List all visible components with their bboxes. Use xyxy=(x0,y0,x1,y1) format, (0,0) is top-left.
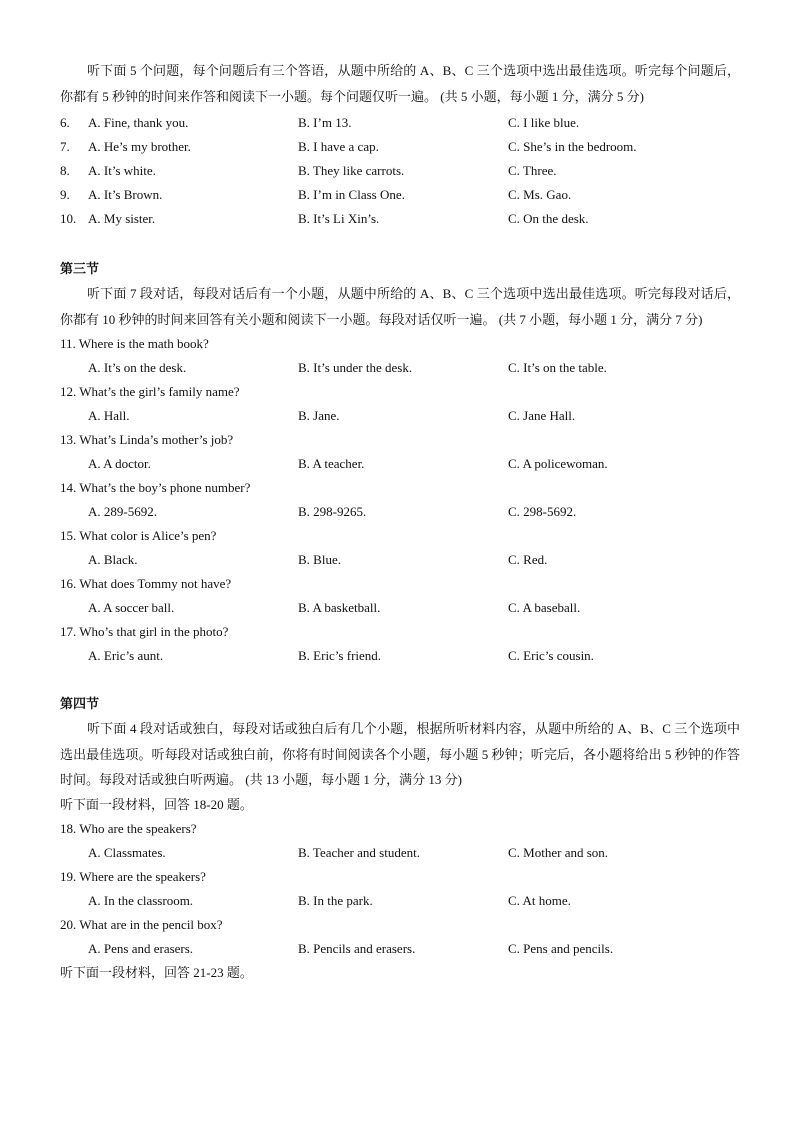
section4-questions xyxy=(60,817,740,961)
question-number: 8. xyxy=(60,163,70,178)
option-c: C. Ms. Gao. xyxy=(508,187,572,202)
option-b: B. In the park. xyxy=(298,892,373,908)
question-stem: 15. What color is Alice’s pen? xyxy=(60,528,217,543)
option-a: A. My sister. xyxy=(88,211,156,226)
option-a: A. Pens and erasers. xyxy=(88,940,194,956)
option-a: A. He’s my brother. xyxy=(88,139,191,154)
material-note: 听下面一段材料，回答 18-20 题。 xyxy=(60,796,253,812)
options-row xyxy=(60,404,740,428)
option-a: A. Black. xyxy=(88,552,138,567)
option-c: C. Pens and pencils. xyxy=(508,940,614,956)
question-11 xyxy=(60,332,740,380)
option-a: A. A doctor. xyxy=(88,456,151,471)
option-b: B. It’s under the desk. xyxy=(298,360,413,375)
question-17 xyxy=(60,620,740,668)
section3-title: 第三节 xyxy=(60,261,100,276)
option-b: B. I’m 13. xyxy=(298,115,352,130)
question-stem: 13. What’s Linda’s mother’s job? xyxy=(60,432,234,447)
option-a: A. Eric’s aunt. xyxy=(88,648,164,663)
option-c: C. Red. xyxy=(508,552,548,567)
question-13 xyxy=(60,428,740,476)
option-b: B. It’s Li Xin’s. xyxy=(298,211,380,226)
option-b: B. Eric’s friend. xyxy=(298,648,382,663)
option-a: A. 289-5692. xyxy=(88,504,157,519)
options-row xyxy=(60,548,740,572)
option-b: B. Blue. xyxy=(298,552,341,567)
section4-instructions: 听下面 4 段对话或独白，每段对话或独白后有几个小题，根据所听材料内容，从题中所给的 A、B、C 三个选项中选出最佳选项。听每段对话或独白前，你将有时间阅读各个小题，每小题 5 秒钟；听完后，各小题将给出 5 秒钟的作答时间。每段对话或独白听两遍。 (共 13 小题，每小题 1 分，满分 13 分) xyxy=(60,721,740,787)
question-19 xyxy=(60,865,740,913)
question-stem: 16. What does Tommy not have? xyxy=(60,576,232,591)
option-a: A. A soccer ball. xyxy=(88,600,175,615)
question-12 xyxy=(60,380,740,428)
option-a: A. Fine, thank you. xyxy=(88,115,189,130)
question-15 xyxy=(60,524,740,572)
option-c: C. A policewoman. xyxy=(508,456,608,471)
options-row xyxy=(60,452,740,476)
question-number: 7. xyxy=(60,139,70,154)
option-c: C. 298-5692. xyxy=(508,504,577,519)
section3-questions xyxy=(60,332,740,668)
question-8 xyxy=(60,159,740,183)
question-number: 6. xyxy=(60,115,70,130)
options-row xyxy=(60,937,740,961)
options-row xyxy=(60,841,740,865)
question-stem: 19. Where are the speakers? xyxy=(60,868,206,884)
option-c: C. Eric’s cousin. xyxy=(508,648,594,663)
options-row xyxy=(60,500,740,524)
option-a: A. In the classroom. xyxy=(88,892,194,908)
option-b: B. Teacher and student. xyxy=(298,844,420,860)
option-c: C. Three. xyxy=(508,163,557,178)
question-stem: 17. Who’s that girl in the photo? xyxy=(60,624,229,639)
options-row xyxy=(60,889,740,913)
options-row xyxy=(60,596,740,620)
section2-questions xyxy=(60,111,740,231)
option-a: A. Hall. xyxy=(88,408,130,423)
option-c: C. At home. xyxy=(508,892,571,908)
option-c: C. On the desk. xyxy=(508,211,589,226)
question-stem: 18. Who are the speakers? xyxy=(60,820,197,836)
option-c: C. Jane Hall. xyxy=(508,408,576,423)
exam-page xyxy=(60,58,740,985)
option-a: A. It’s Brown. xyxy=(88,187,163,202)
question-20 xyxy=(60,913,740,961)
option-c: C. Mother and son. xyxy=(508,844,609,860)
option-b: B. A teacher. xyxy=(298,456,365,471)
question-stem: 12. What’s the girl’s family name? xyxy=(60,384,240,399)
option-c: C. It’s on the table. xyxy=(508,360,607,375)
question-10 xyxy=(60,207,740,231)
question-number: 9. xyxy=(60,187,70,202)
option-b: B. I’m in Class One. xyxy=(298,187,405,202)
option-b: B. They like carrots. xyxy=(298,163,405,178)
section2-instructions: 听下面 5 个问题，每个问题后有三个答语，从题中所给的 A、B、C 三个选项中选出最佳选项。听完每个问题后，你都有 5 秒钟的时间来作答和阅读下一小题。每个问题仅听一遍。 (共 5 小题，每小题 1 分，满分 5 分) xyxy=(60,63,740,104)
question-14 xyxy=(60,476,740,524)
question-stem: 20. What are in the pencil box? xyxy=(60,916,223,932)
material-note: 听下面一段材料，回答 21-23 题。 xyxy=(60,964,253,980)
option-c: C. I like blue. xyxy=(508,115,580,130)
option-a: A. Classmates. xyxy=(88,844,166,860)
option-c: C. She’s in the bedroom. xyxy=(508,139,637,154)
question-16 xyxy=(60,572,740,620)
option-b: B. 298-9265. xyxy=(298,504,367,519)
section3-instructions: 听下面 7 段对话，每段对话后有一个小题，从题中所给的 A、B、C 三个选项中选出最佳选项。听完每段对话后，你都有 10 秒钟的时间来回答有关小题和阅读下一小题。每段对话仅听一遍。 (共 7 小题，每小题 1 分，满分 7 分) xyxy=(60,286,740,327)
question-stem: 14. What’s the boy’s phone number? xyxy=(60,480,251,495)
option-b: B. Jane. xyxy=(298,408,340,423)
question-7 xyxy=(60,135,740,159)
section4-title: 第四节 xyxy=(60,696,100,711)
option-a: A. It’s white. xyxy=(88,163,156,178)
question-stem: 11. Where is the math book? xyxy=(60,336,209,351)
question-6 xyxy=(60,111,740,135)
options-row xyxy=(60,644,740,668)
options-row xyxy=(60,356,740,380)
question-9 xyxy=(60,183,740,207)
option-a: A. It’s on the desk. xyxy=(88,360,187,375)
option-b: B. A basketball. xyxy=(298,600,381,615)
question-number: 10. xyxy=(60,211,77,226)
option-c: C. A baseball. xyxy=(508,600,581,615)
option-b: B. I have a cap. xyxy=(298,139,379,154)
option-b: B. Pencils and erasers. xyxy=(298,940,416,956)
question-18 xyxy=(60,817,740,865)
